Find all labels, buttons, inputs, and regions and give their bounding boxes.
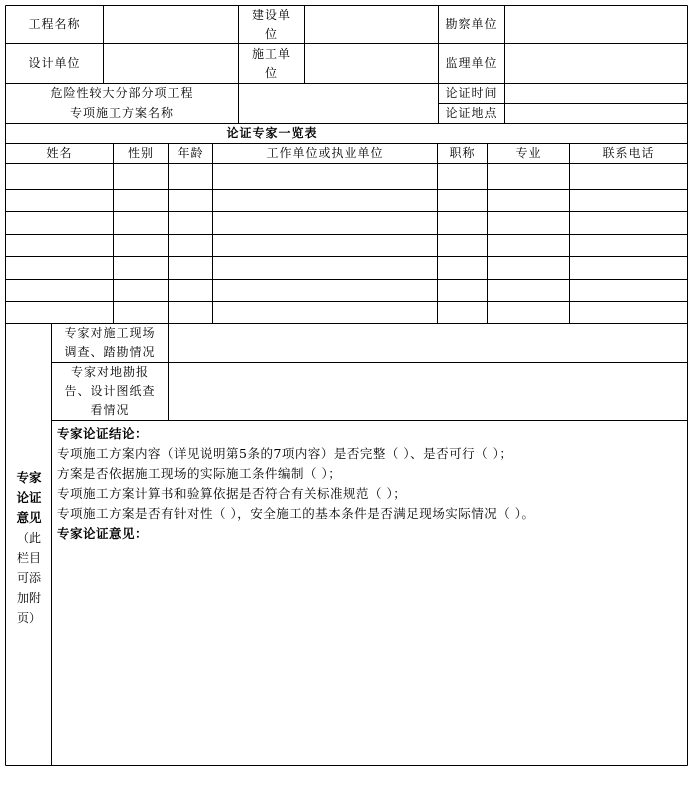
expert-cell-phone[interactable] [570,280,687,301]
conclusion-line: 专项施工方案计算书和验算依据是否符合有关标准规范（ ）； [57,486,407,501]
column-header-specialty: 专业 [515,146,542,160]
review-time-label: 论证时间 [445,86,498,100]
expert-cell-specialty[interactable] [488,164,569,189]
project-name-input[interactable] [104,6,238,43]
expert-cell-age[interactable] [169,302,212,323]
expert-cell-name[interactable] [6,164,113,189]
expert-cell-name[interactable] [6,302,113,323]
expert-cell-employer[interactable] [213,212,437,234]
column-header-title: 职称 [449,146,476,160]
expert-cell-employer[interactable] [213,235,437,256]
expert-cell-specialty[interactable] [488,302,569,323]
review-place-input[interactable] [505,104,687,123]
expert-cell-gender[interactable] [114,235,168,256]
expert-cell-gender[interactable] [114,190,168,211]
project-name-label: 工程名称 [28,17,81,31]
expert-cell-employer[interactable] [213,302,437,323]
construction-unit-input[interactable] [305,6,438,43]
plan-name-input[interactable] [239,84,438,123]
conclusion-line: 方案是否依据施工现场的实际施工条件编制（ ）； [57,466,342,481]
expert-cell-specialty[interactable] [488,257,569,279]
expert-cell-phone[interactable] [570,190,687,211]
expert-cell-age[interactable] [169,164,212,189]
expert-cell-title[interactable] [438,257,487,279]
review-time-input[interactable] [505,84,687,103]
conclusion-title: 专家论证结论： [57,426,149,441]
plan-name-label-line2: 专项施工方案名称 [69,105,174,120]
expert-opinion-note: （此 栏目 可添 加附 页） [16,531,41,625]
expert-cell-employer[interactable] [213,164,437,189]
expert-list-title: 论证专家一览表 [226,126,318,140]
expert-cell-title[interactable] [438,164,487,189]
expert-cell-employer[interactable] [213,190,437,211]
expert-cell-phone[interactable] [570,212,687,234]
expert-cell-specialty[interactable] [488,280,569,301]
conclusion-line: 专项施工方案内容（详见说明第5条的7项内容）是否完整（ ）、是否可行（ ）； [57,446,513,461]
conclusion-block [57,424,687,544]
expert-cell-phone[interactable] [570,257,687,279]
expert-cell-age[interactable] [169,280,212,301]
design-unit-label: 设计单位 [28,56,81,70]
expert-cell-specialty[interactable] [488,190,569,211]
expert-cell-specialty[interactable] [488,212,569,234]
survey-unit-input[interactable] [505,6,687,43]
opinion-title: 专家论证意见： [57,526,149,541]
opinion-input[interactable] [52,545,687,765]
conclusion-line: 专项施工方案是否有针对性（ ），安全施工的基本条件是否满足现场实际情况（ ）。 [57,506,535,521]
expert-cell-gender[interactable] [114,257,168,279]
supervision-unit-label: 监理单位 [445,56,498,70]
expert-cell-title[interactable] [438,302,487,323]
docs-check-input[interactable] [169,363,687,420]
expert-cell-gender[interactable] [114,302,168,323]
site-check-label: 专家对施工现场 调查、踏勘情况 [64,326,156,359]
expert-cell-employer[interactable] [213,257,437,279]
expert-cell-phone[interactable] [570,164,687,189]
column-header-name: 姓名 [46,146,73,160]
expert-cell-phone[interactable] [570,302,687,323]
column-header-phone: 联系电话 [602,146,655,160]
construction-unit-label: 建设单 位 [251,7,291,41]
expert-cell-title[interactable] [438,280,487,301]
expert-cell-name[interactable] [6,235,113,256]
expert-cell-title[interactable] [438,212,487,234]
expert-cell-specialty[interactable] [488,235,569,256]
site-check-input[interactable] [169,324,687,362]
expert-cell-name[interactable] [6,190,113,211]
expert-cell-age[interactable] [169,212,212,234]
expert-cell-gender[interactable] [114,280,168,301]
expert-cell-name[interactable] [6,257,113,279]
expert-cell-title[interactable] [438,190,487,211]
expert-cell-gender[interactable] [114,212,168,234]
design-unit-input[interactable] [104,44,238,83]
docs-check-label: 专家对地勘报 告、设计图纸查 看情况 [64,365,156,417]
expert-cell-title[interactable] [438,235,487,256]
expert-cell-age[interactable] [169,235,212,256]
expert-cell-age[interactable] [169,190,212,211]
expert-cell-name[interactable] [6,212,113,234]
expert-cell-gender[interactable] [114,164,168,189]
column-header-gender: 性别 [127,146,154,160]
builder-unit-label: 施工单 位 [251,46,291,80]
plan-name-label-line1: 危险性较大分部分项工程 [50,86,194,100]
survey-unit-label: 勘察单位 [445,17,498,31]
expert-cell-phone[interactable] [570,235,687,256]
expert-cell-age[interactable] [169,257,212,279]
expert-opinion-side-label [7,468,51,628]
builder-unit-input[interactable] [305,44,438,83]
expert-cell-name[interactable] [6,280,113,301]
supervision-unit-input[interactable] [505,44,687,83]
review-place-label: 论证地点 [445,106,498,120]
column-header-age: 年龄 [177,146,204,160]
expert-cell-employer[interactable] [213,280,437,301]
expert-opinion-title: 专家 论证 意见 [16,470,42,525]
column-header-employer: 工作单位或执业单位 [266,146,384,160]
